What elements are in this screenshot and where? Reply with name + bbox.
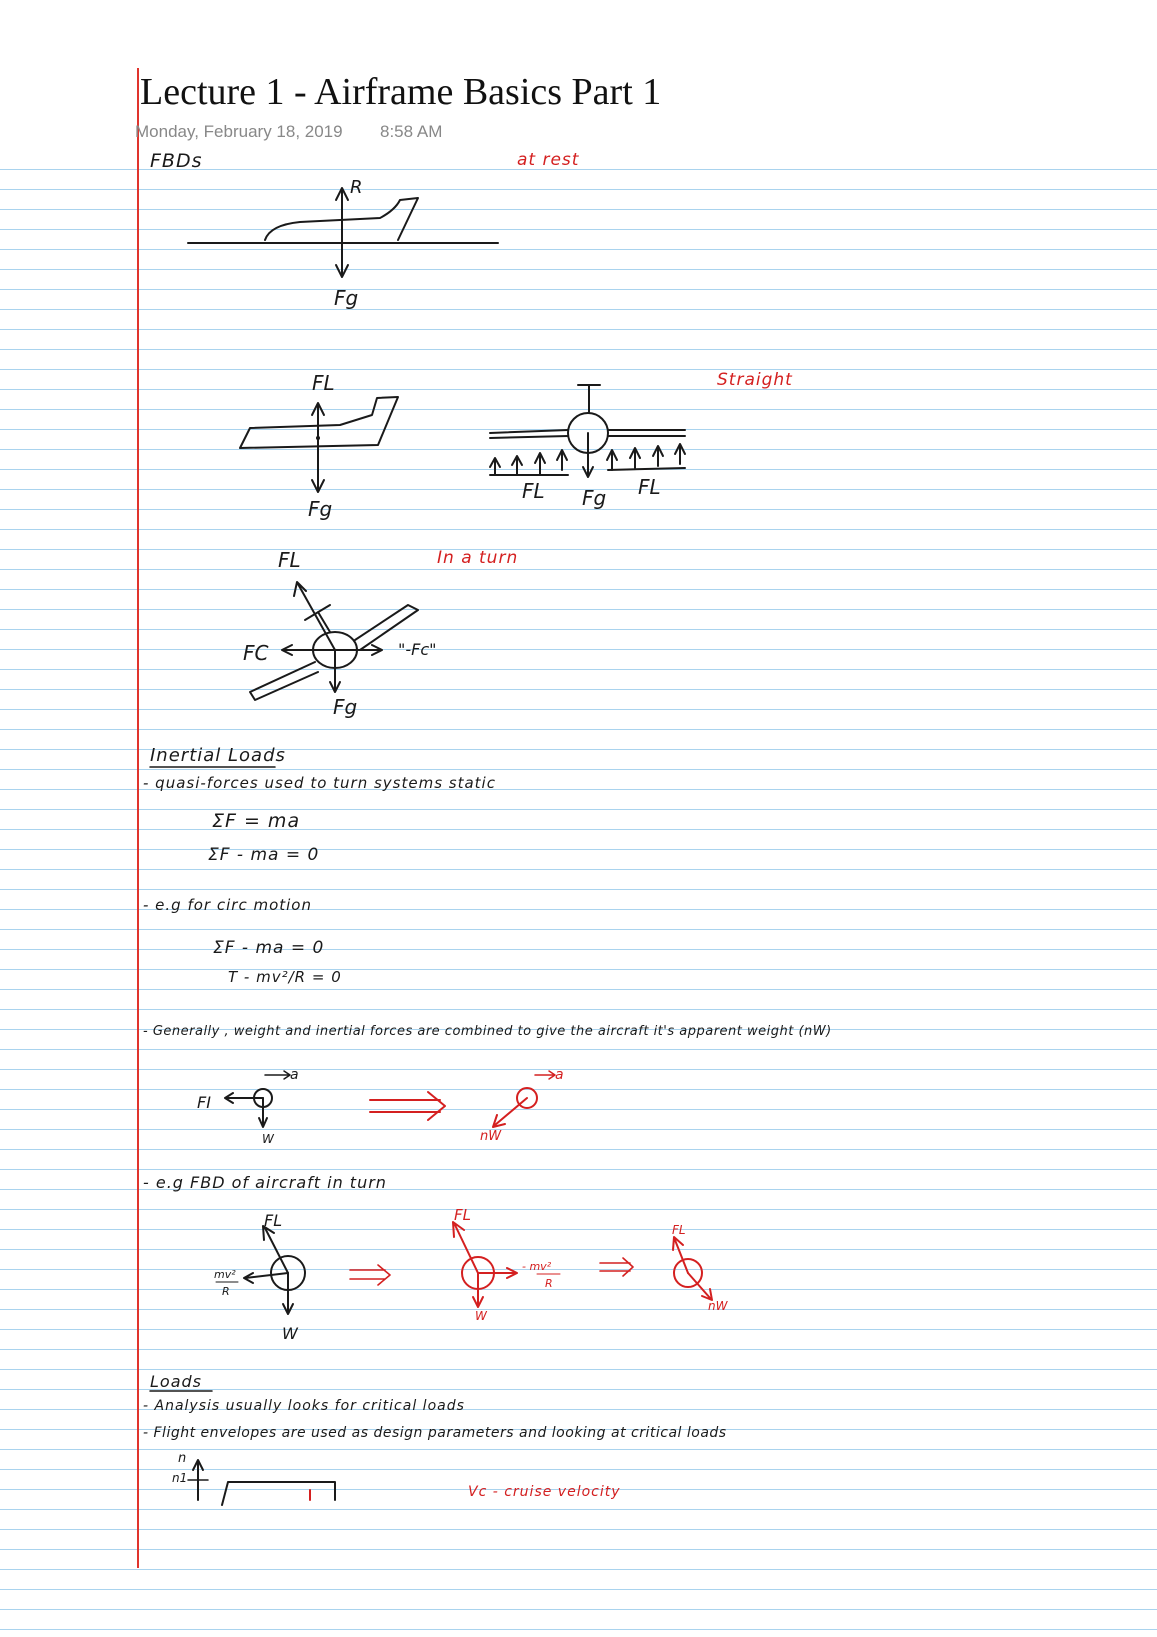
aircraft-front-view-diagram: [490, 385, 685, 510]
inertial-heading: Inertial Loads: [150, 745, 286, 766]
label-neg-Fc: "-Fc": [398, 640, 437, 659]
equation-4: T - mv²/R = 0: [228, 968, 342, 986]
inertial-bullet-3: - Generally , weight and inertial forces are combined to give the aircraft it's apparent weight (nW): [143, 1024, 832, 1039]
label-W-small: W: [262, 1132, 274, 1146]
label-a-black: a: [290, 1067, 299, 1083]
label-FL-red: FL: [454, 1206, 471, 1224]
equation-3: ΣF - ma = 0: [213, 938, 325, 958]
label-at-rest: at rest: [517, 150, 580, 170]
label-nW-2: nW: [708, 1299, 728, 1313]
svg-text:- mv²: - mv²: [522, 1260, 552, 1273]
label-in-turn: In a turn: [437, 548, 519, 568]
label-FL-red-2: FL: [672, 1223, 686, 1237]
label-FL-turn: FL: [278, 548, 301, 572]
loads-heading: Loads: [150, 1372, 202, 1391]
equation-1: ΣF = ma: [212, 810, 301, 832]
label-n: n: [178, 1451, 187, 1466]
inertial-bullet-4: - e.g FBD of aircraft in turn: [143, 1173, 387, 1192]
aircraft-at-rest-diagram: [188, 177, 498, 310]
label-nW-1: nW: [480, 1129, 502, 1144]
label-FL-6: FL: [264, 1211, 283, 1230]
loads-bullet-2: - Flight envelopes are used as design parameters and looking at critical loads: [143, 1425, 727, 1441]
page-date: Monday, February 18, 2019: [135, 122, 343, 141]
page-title: Lecture 1 - Airframe Basics Part 1: [140, 71, 662, 113]
aircraft-side-view-diagram: [240, 371, 398, 521]
label-W-6: W: [282, 1324, 298, 1343]
loads-bullet-1: - Analysis usually looks for critical loads: [143, 1398, 465, 1414]
label-a-red: a: [555, 1067, 564, 1083]
label-Fg-turn: Fg: [333, 695, 358, 719]
aircraft-turn-diagram: [243, 548, 437, 719]
label-FI: FI: [197, 1093, 211, 1112]
apparent-weight-diagram: [197, 1067, 564, 1146]
label-straight: Straight: [717, 370, 793, 390]
inertial-bullet-2: - e.g for circ motion: [143, 896, 312, 914]
label-Fg-3: Fg: [582, 486, 607, 510]
label-mv2R: mv²: [214, 1268, 236, 1281]
label-cruise-velocity: Vc - cruise velocity: [468, 1484, 621, 1500]
inertial-bullet-1: - quasi-forces used to turn systems static: [143, 774, 496, 792]
label-Fg-2: Fg: [308, 497, 333, 521]
label-FC: FC: [243, 641, 269, 665]
svg-text:R: R: [545, 1277, 553, 1290]
label-n1: n1: [172, 1471, 188, 1485]
label-FL-right: FL: [638, 475, 661, 499]
flight-envelope-sketch: [172, 1451, 335, 1505]
turn-fbd-diagram: [214, 1206, 729, 1343]
svg-text:R: R: [222, 1285, 230, 1298]
label-Fg-1: Fg: [334, 286, 359, 310]
svg-text:W: W: [475, 1309, 487, 1323]
equation-2: ΣF - ma = 0: [208, 845, 320, 865]
label-FL-1: FL: [312, 371, 335, 395]
fbd-heading: FBDs: [150, 150, 203, 172]
page-time: 8:58 AM: [380, 122, 443, 141]
label-FL-left: FL: [522, 479, 545, 503]
label-R: R: [350, 177, 363, 198]
